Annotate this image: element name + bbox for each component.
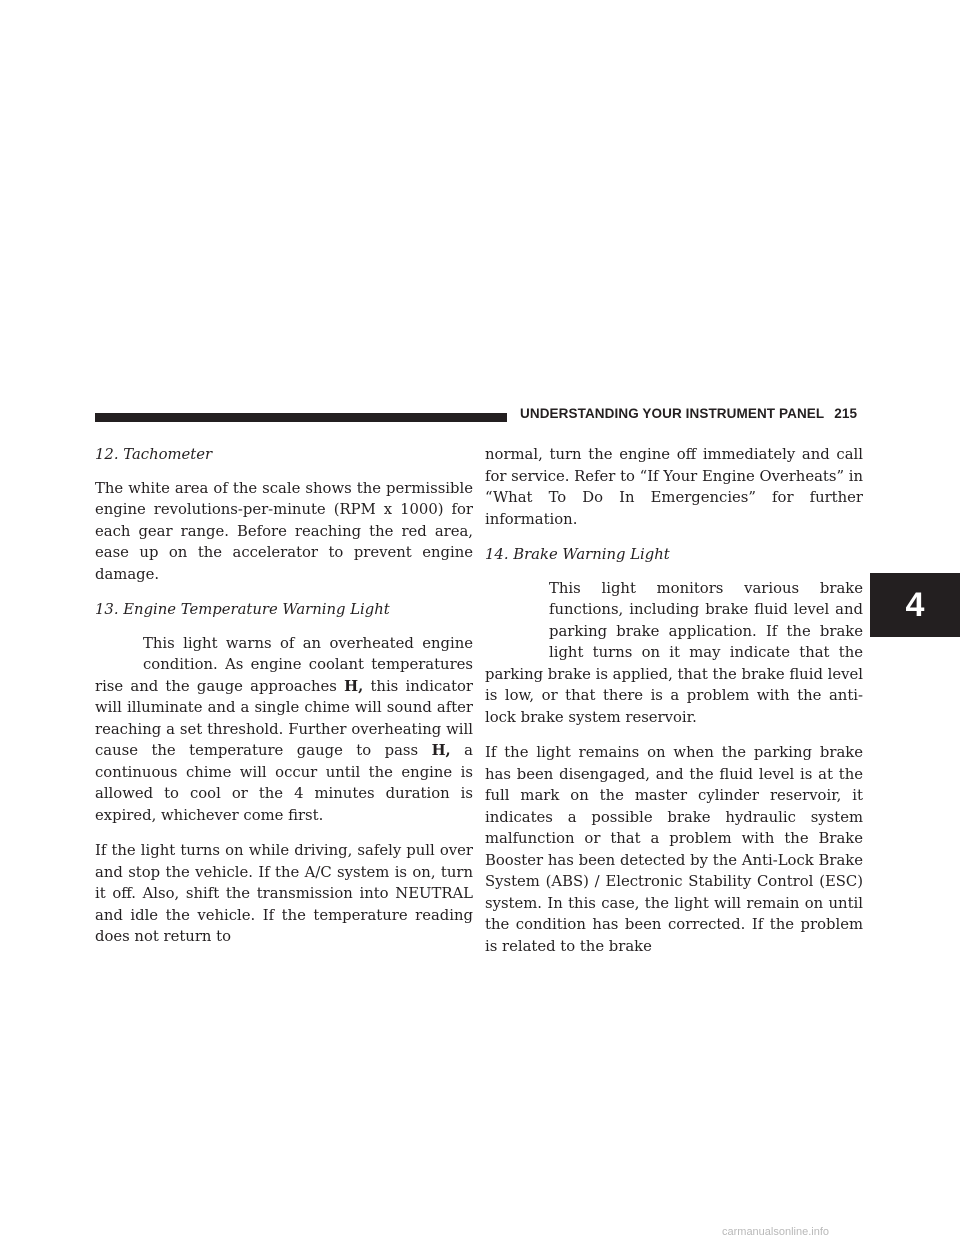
watermark: carmanualsonline.info: [722, 1226, 830, 1238]
engine-temp-heading: 13. Engine Temperature Warning Light: [95, 601, 390, 618]
brake-paragraph: This light monitors various brake functions, including brake fluid level and parking brake application. If the brake light turns on it may indicate that the parking brake is applied, that the brake fluid level is low, or that there is a problem with the anti-lock brake system reservoir.: [485, 579, 863, 726]
brake-paragraph-2: If the light remains on when the parking brake has been disengaged, and the fluid level is at the full mark on the master cylinder reservoir, it indicates a possible brake hydraulic system malfunction or that a problem with the Brake Booster has been detected by the Anti-Lock Brake System (ABS) / Electronic Stability Control (ESC) system. In this case, the light will remain on until the condition has been corrected. If the problem is related to the brake: [485, 744, 863, 955]
left-column: [95, 444, 473, 962]
running-header: [520, 406, 857, 421]
header-rule: [95, 413, 507, 422]
right-column: [485, 444, 863, 971]
engine-temp-paragraph: This light warns of an overheated engine condition. As engine coolant temperatures rise and the gauge approaches H, this indicator will illuminate and a single chime will sound after reaching a set threshold. Further overheating will cause the temperature gauge to pass H, a continuous chime will occur until the engine is allowed to cool or the 4 minutes duration is expired, whichever come first.: [95, 634, 473, 824]
driving-paragraph: If the light turns on while driving, safely pull over and stop the vehicle. If the A/C system is on, turn it off. Also, shift the transmission into NEUTRAL and idle the vehicle. If the temperature reading does not return to: [95, 842, 473, 945]
brake-icon-space: [485, 578, 549, 662]
section-title: UNDERSTANDING YOUR INSTRUMENT PANEL: [520, 406, 825, 421]
brake-heading: 14. Brake Warning Light: [485, 546, 670, 563]
chapter-tab: 4: [870, 573, 960, 637]
page-number: 215: [834, 406, 858, 421]
overheat-continuation: normal, turn the engine off immediately and call for service. Refer to “If Your Engine Overheats” in “What To Do In Emergencies” for further information.: [485, 446, 863, 528]
engine-temp-icon-space: [95, 633, 143, 674]
tachometer-paragraph: The white area of the scale shows the permissible engine revolutions-per-minute (RPM x 1000) for each gear range. Before reaching the red area, ease up on the accelerator to prevent engine damage.: [95, 479, 473, 583]
tachometer-heading: 12. Tachometer: [95, 446, 213, 463]
